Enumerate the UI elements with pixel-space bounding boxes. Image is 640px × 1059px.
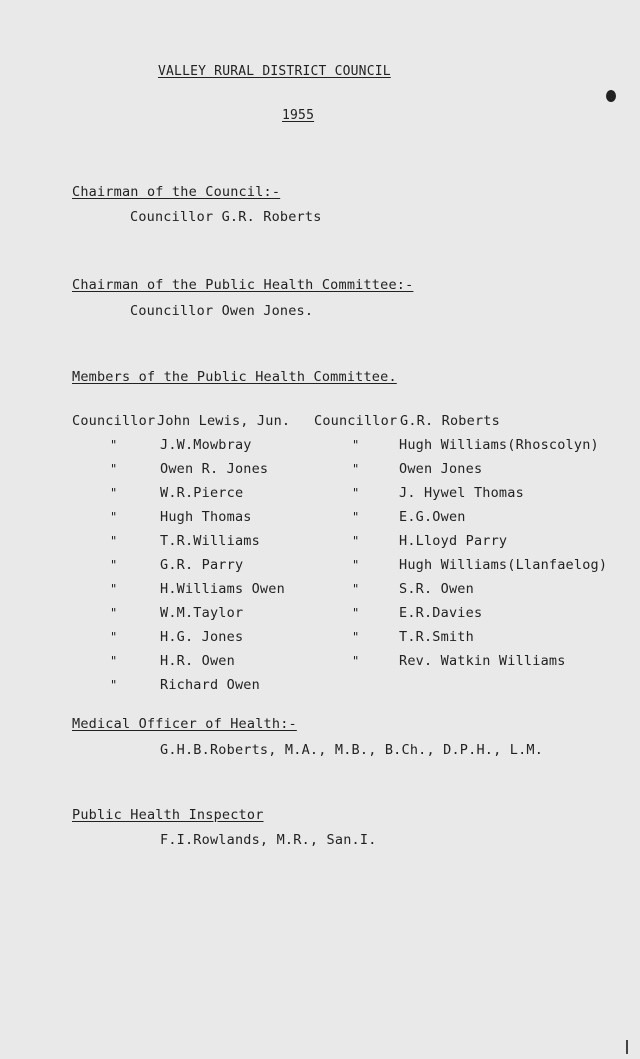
ditto-mark: " xyxy=(110,462,118,476)
member-name-right: Owen Jones xyxy=(399,461,483,477)
ditto-mark: " xyxy=(352,606,360,620)
chairman-name: Councillor G.R. Roberts xyxy=(130,209,322,225)
member-name-left: H.R. Owen xyxy=(160,653,235,669)
ditto-mark: " xyxy=(352,510,360,524)
member-name-left: Richard Owen xyxy=(160,677,260,693)
member-name-right: E.R.Davies xyxy=(399,605,483,621)
members-title-right: Councillor xyxy=(314,413,398,429)
ditto-mark: " xyxy=(352,534,360,548)
member-name-right: Hugh Williams(Rhoscolyn) xyxy=(399,437,599,453)
members-heading: Members of the Public Health Committee. xyxy=(72,369,397,385)
member-name-right: T.R.Smith xyxy=(399,629,474,645)
ditto-mark: " xyxy=(110,510,118,524)
ditto-mark: " xyxy=(110,678,118,692)
member-name-right: G.R. Roberts xyxy=(400,413,500,429)
members-title-left: Councillor xyxy=(72,413,156,429)
council-title: VALLEY RURAL DISTRICT COUNCIL xyxy=(158,64,391,79)
member-name-right: J. Hywel Thomas xyxy=(399,485,524,501)
inspector-name: F.I.Rowlands, M.R., San.I. xyxy=(160,832,377,848)
ditto-mark: " xyxy=(352,654,360,668)
ditto-mark: " xyxy=(110,558,118,572)
member-name-left: H.Williams Owen xyxy=(160,581,285,597)
member-name-left: John Lewis, Jun. xyxy=(157,413,291,429)
chairman-heading: Chairman of the Council:- xyxy=(72,184,281,200)
ditto-mark: " xyxy=(352,558,360,572)
member-name-left: H.G. Jones xyxy=(160,629,244,645)
medical-officer-name: G.H.B.Roberts, M.A., M.B., B.Ch., D.P.H., L.M. xyxy=(160,742,544,758)
ditto-mark: " xyxy=(352,630,360,644)
ditto-mark: " xyxy=(352,462,360,476)
member-name-left: W.R.Pierce xyxy=(160,485,244,501)
ditto-mark: " xyxy=(352,438,360,452)
ditto-mark: " xyxy=(352,582,360,596)
ditto-mark: " xyxy=(110,438,118,452)
member-name-right: S.R. Owen xyxy=(399,581,474,597)
member-name-left: T.R.Williams xyxy=(160,533,260,549)
health-chairman-heading: Chairman of the Public Health Committee:- xyxy=(72,277,414,293)
ditto-mark: " xyxy=(352,486,360,500)
member-name-left: Owen R. Jones xyxy=(160,461,269,477)
ditto-mark: " xyxy=(110,486,118,500)
ditto-mark: " xyxy=(110,534,118,548)
member-name-left: W.M.Taylor xyxy=(160,605,244,621)
ditto-mark: " xyxy=(110,606,118,620)
ink-blot xyxy=(606,90,616,102)
member-name-right: E.G.Owen xyxy=(399,509,466,525)
inspector-heading: Public Health Inspector xyxy=(72,807,264,823)
member-name-right: Hugh Williams(Llanfaelog) xyxy=(399,557,608,573)
ditto-mark: " xyxy=(110,582,118,596)
member-name-left: Hugh Thomas xyxy=(160,509,252,525)
ditto-mark: " xyxy=(110,654,118,668)
medical-officer-heading: Medical Officer of Health:- xyxy=(72,716,297,732)
member-name-right: Rev. Watkin Williams xyxy=(399,653,566,669)
year: 1955 xyxy=(282,108,315,123)
health-chairman-name: Councillor Owen Jones. xyxy=(130,303,314,319)
ditto-mark: " xyxy=(110,630,118,644)
member-name-left: J.W.Mowbray xyxy=(160,437,252,453)
member-name-left: G.R. Parry xyxy=(160,557,244,573)
margin-mark xyxy=(626,1040,628,1054)
member-name-right: H.Lloyd Parry xyxy=(399,533,508,549)
